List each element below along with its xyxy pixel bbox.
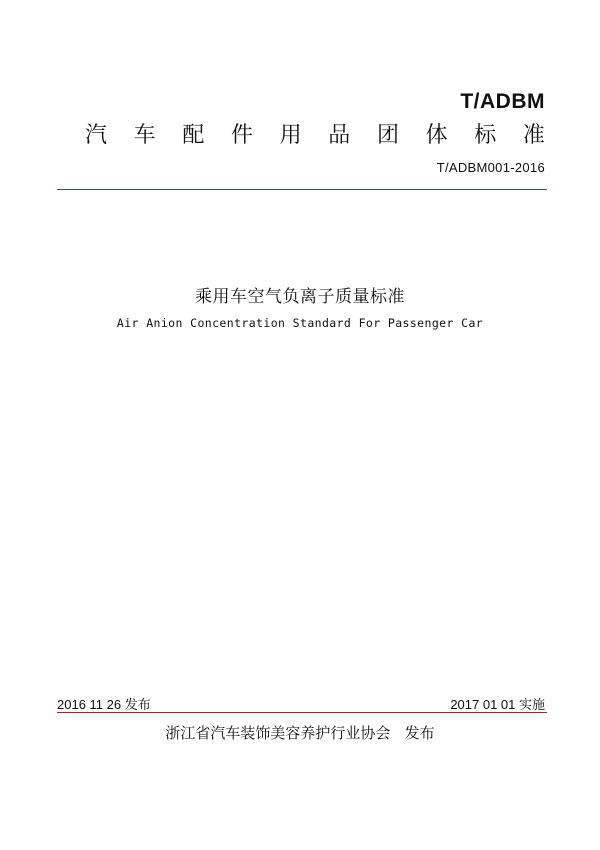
category-char: 标	[474, 123, 497, 148]
implementation-date: 2017 01 01 实施	[450, 697, 545, 712]
category-char: 车	[133, 123, 156, 148]
standard-category	[85, 122, 545, 150]
category-char: 体	[425, 123, 448, 148]
issue-date: 2016 11 26 发布	[57, 697, 151, 712]
category-char: 用	[279, 123, 302, 148]
category-char: 配	[182, 123, 205, 148]
document-title-english: Air Anion Concentration Standard For Passenger Car	[116, 316, 484, 330]
header-divider	[57, 189, 547, 190]
category-char: 准	[522, 123, 545, 148]
category-char: 件	[230, 123, 253, 148]
category-char: 汽	[85, 123, 108, 148]
category-char: 品	[328, 123, 351, 148]
document-title-chinese: 乘用车空气负离子质量标准	[195, 287, 405, 307]
category-char: 团	[376, 123, 399, 148]
publisher: 浙江省汽车装饰美容养护行业协会 发布	[165, 724, 435, 742]
standard-number: T/ADBM001-2016	[436, 160, 545, 175]
standard-code: T/ADBM	[460, 90, 545, 113]
footer-divider	[57, 712, 547, 713]
